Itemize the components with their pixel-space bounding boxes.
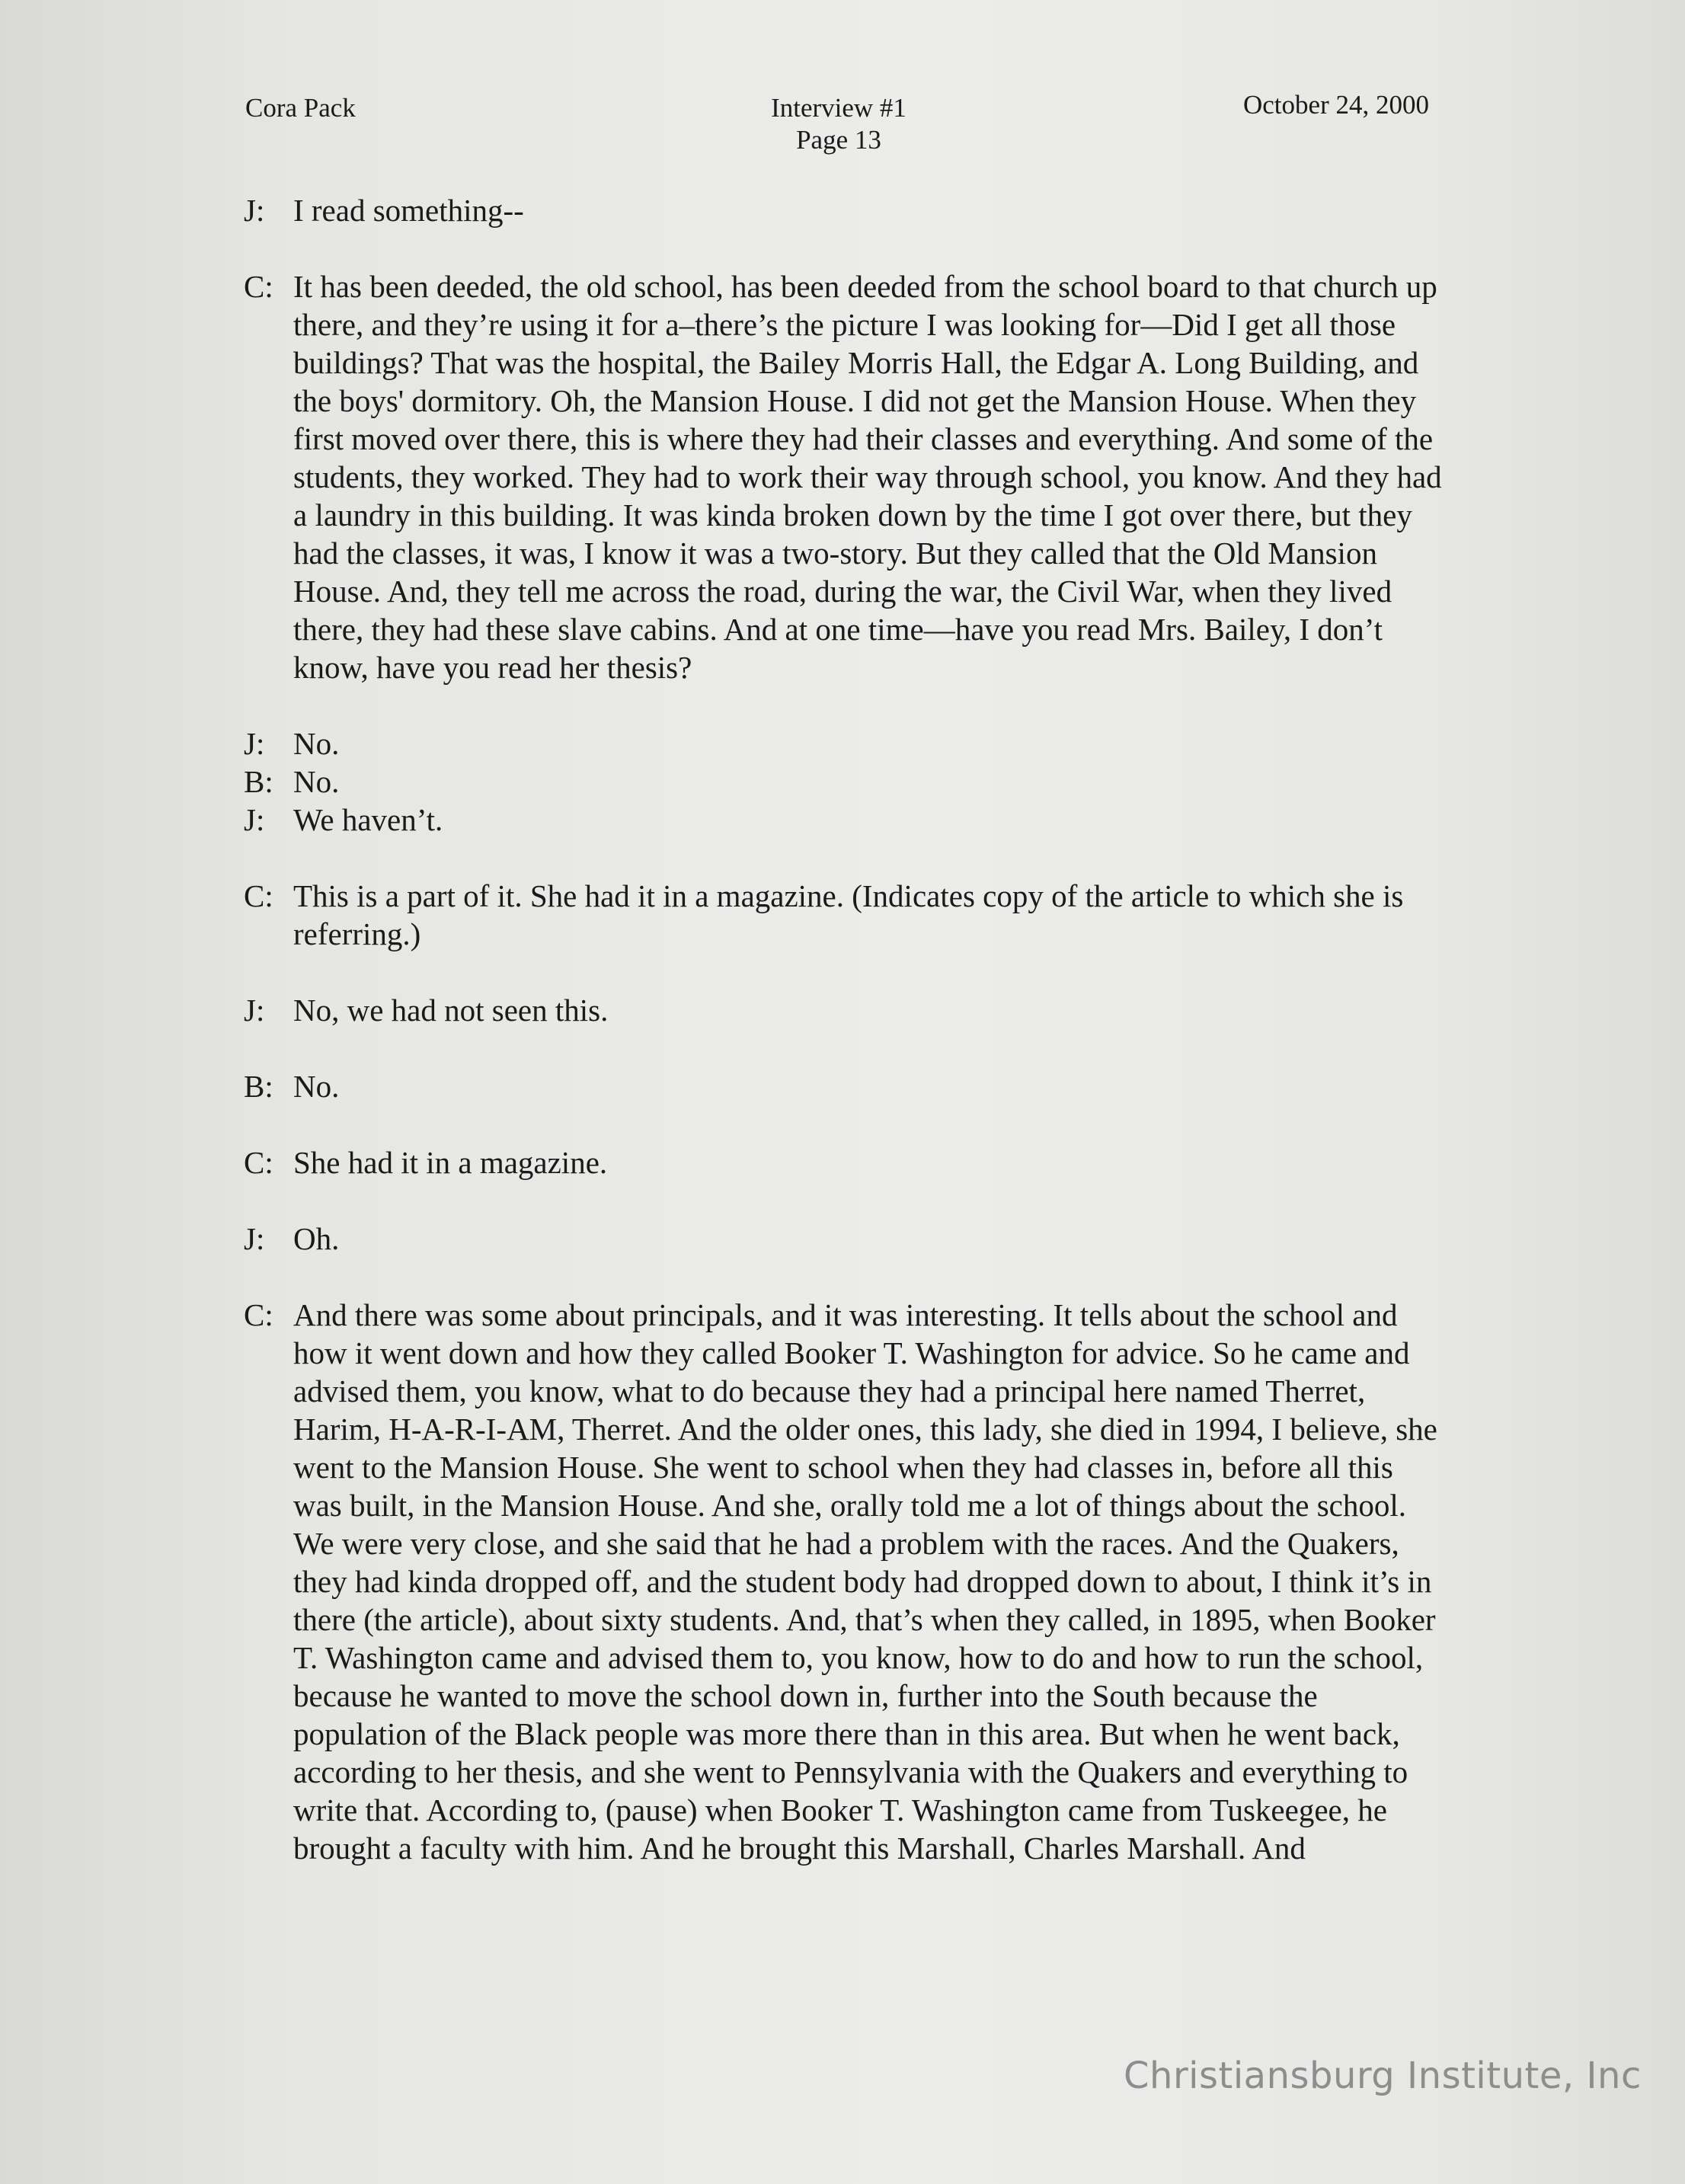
interview-page-header bbox=[770, 92, 907, 156]
page-number: Page 13 bbox=[796, 125, 881, 155]
transcript-entry bbox=[244, 191, 1447, 229]
speaker-label: C: bbox=[244, 269, 273, 304]
speaker-label: J: bbox=[244, 993, 265, 1028]
speech-text: Oh. bbox=[293, 1221, 340, 1256]
speech-text: No, we had not seen this. bbox=[293, 993, 609, 1028]
speech-text: No. bbox=[293, 726, 340, 761]
transcript-entry bbox=[244, 1067, 1447, 1105]
interview-number: Interview #1 bbox=[771, 93, 906, 123]
interview-date: October 24, 2000 bbox=[1243, 90, 1429, 120]
speaker-label: B: bbox=[244, 764, 273, 799]
transcript-entry bbox=[244, 1143, 1447, 1182]
transcript-entry bbox=[244, 267, 1447, 686]
speaker-label: C: bbox=[244, 878, 273, 913]
speech-text: This is a part of it. She had it in a magazine. (Indicates copy of the article to which she is referring.) bbox=[293, 878, 1404, 951]
speaker-label: J: bbox=[244, 726, 265, 761]
speech-text: No. bbox=[293, 764, 340, 799]
transcript-entry bbox=[244, 763, 1447, 801]
transcript-entry bbox=[244, 1296, 1447, 1867]
transcript-entry bbox=[244, 991, 1447, 1029]
speech-text: And there was some about principals, and it was interesting. It tells about the school and how it went down and how they called Booker T. Washington for advice. So he came and advised them, you know, what to do because they had a principal here named Therret, Harim, H-A-R-I-AM, Therret. And the older ones, this lady, she died in 1994, I believe, she went to the Mansion House. She went to school when they had classes in, before all this was built, in the Mansion House. And she, orally told me a lot of things about the school. We were very close, and she said that he had a problem with the races. And the Quakers, they had kinda dropped off, and the student body had dropped down to about, I think it’s in there (the article), about sixty students. And, that’s when they called, in 1895, when Booker T. Washington came and advised them to, you know, how to do and how to run the school, because he wanted to move the school down in, further into the South because the population of the Black people was more there than in this area. But when he went back, according to her thesis, and she went to Pennsylvania with the Quakers and everything to write that. According to, (pause) when Booker T. Washington came from Tuskeegee, he brought a faculty with him. And he brought this Marshall, Charles Marshall. And bbox=[293, 1297, 1437, 1866]
speaker-label: B: bbox=[244, 1069, 273, 1104]
speech-text: It has been deeded, the old school, has been deeded from the school board to that church up there, and they’re using it for a–there’s the picture I was looking for—Did I get all those buildings? That was the hospital, the Bailey Morris Hall, the Edgar A. Long Building, and the boys' dormitory. Oh, the Mansion House. I did not get the Mansion House. When they first moved over there, this is where they had their classes and everything. And some of the students, they worked. They had to work their way through school, you know. And they had a laundry in this building. It was kinda broken down by the time I got over there, but they had the classes, it was, I know it was a two-story. But they called that the Old Mansion House. And, they tell me across the road, during the war, the Civil War, when they lived there, they had these slave cabins. And at one time—have you read Mrs. Bailey, I don’t know, have you read her thesis? bbox=[293, 269, 1442, 685]
interviewee-name: Cora Pack bbox=[245, 93, 356, 123]
transcript-body bbox=[244, 191, 1447, 1905]
speaker-label: J: bbox=[244, 1221, 265, 1256]
speaker-label: J: bbox=[244, 802, 265, 837]
speech-text: We haven’t. bbox=[293, 802, 443, 837]
transcript-entry bbox=[244, 724, 1447, 763]
speaker-label: C: bbox=[244, 1297, 273, 1332]
transcript-entry bbox=[244, 877, 1447, 953]
speech-text: No. bbox=[293, 1069, 340, 1104]
speaker-label: J: bbox=[244, 193, 265, 228]
transcript-entry bbox=[244, 1220, 1447, 1258]
transcript-entry bbox=[244, 801, 1447, 839]
watermark-text: Christiansburg Institute, Inc bbox=[1124, 2054, 1642, 2097]
speech-text: She had it in a magazine. bbox=[293, 1145, 608, 1180]
speaker-label: C: bbox=[244, 1145, 273, 1180]
speech-text: I read something-- bbox=[293, 193, 524, 228]
